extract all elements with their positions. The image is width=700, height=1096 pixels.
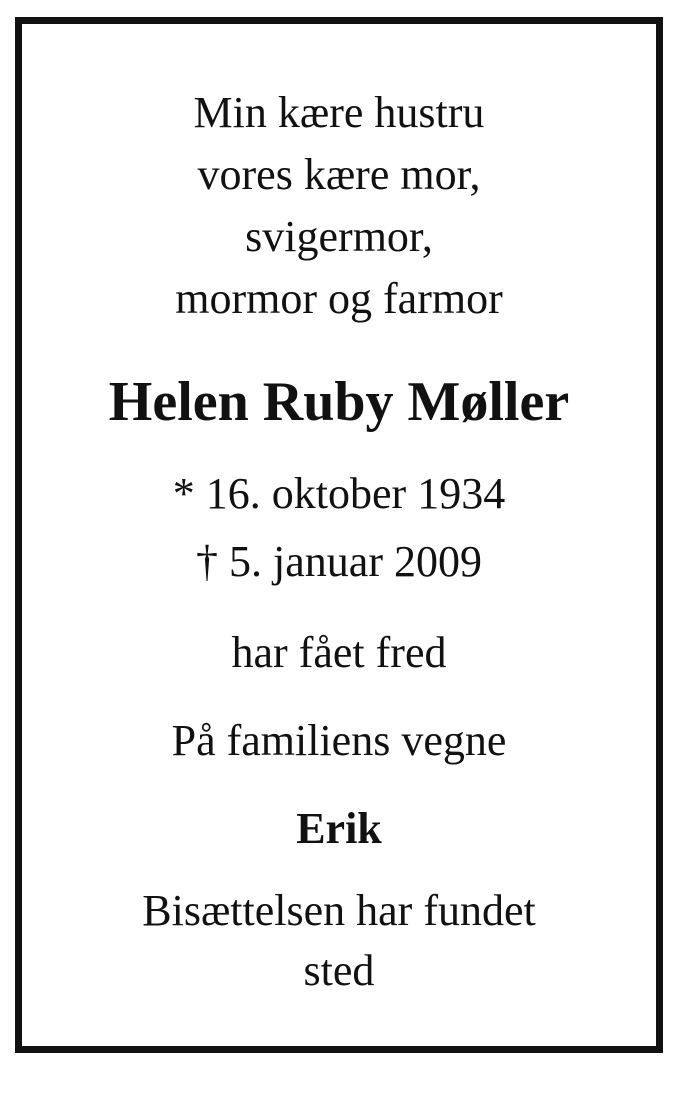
dedication-line: svigermor, xyxy=(245,212,433,261)
passed-away-text: har fået fred xyxy=(231,628,447,677)
death-notice-frame xyxy=(15,17,663,1053)
dedication-lines xyxy=(22,82,656,330)
death-date: † 5. januar 2009 xyxy=(196,537,482,586)
signer-name: Erik xyxy=(296,804,382,853)
dedication-line: Min kære hustru xyxy=(193,88,485,137)
birth-date: * 16. oktober 1934 xyxy=(172,469,506,518)
deceased-name: Helen Ruby Møller xyxy=(108,371,570,433)
on-behalf-of-family: På familiens vegne xyxy=(171,716,507,765)
life-dates xyxy=(22,460,656,596)
funeral-line: sted xyxy=(303,946,375,995)
dedication-line: vores kære mor, xyxy=(197,150,481,199)
dedication-line: mormor og farmor xyxy=(175,274,503,323)
funeral-notice xyxy=(22,881,656,1001)
funeral-line: Bisættelsen har fundet xyxy=(142,886,536,935)
